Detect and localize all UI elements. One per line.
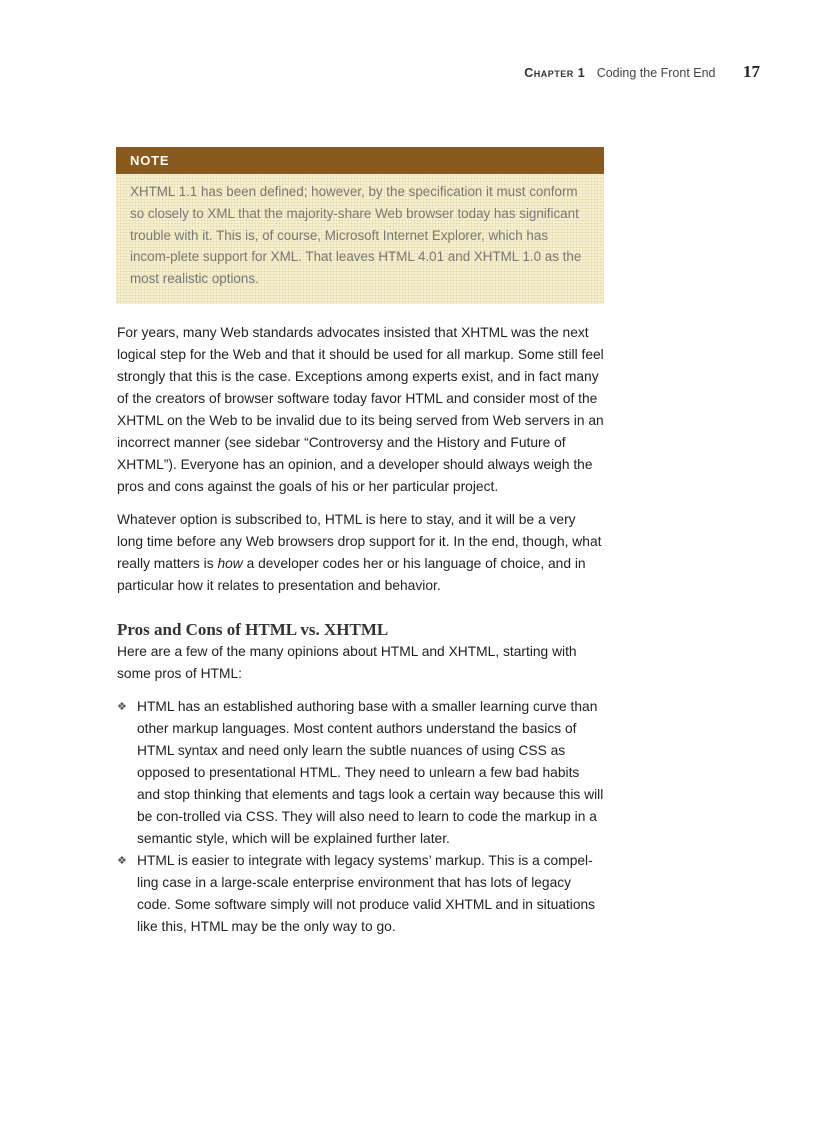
list-item: [117, 696, 605, 850]
note-body: XHTML 1.1 has been defined; however, by the specification it must conform so closely to XML that the majority-share Web browser today has significant trouble with it. This is, of course, Microsoft Internet Explorer, which has incom-plete support for XML. That leaves HTML 4.01 and XHTML 1.0 as the most realistic options.: [116, 174, 604, 304]
paragraph-text: Whatever option is subscribed to, HTML is here to stay, and it will be a very long time before any Web browsers drop support for it. In the end, though, what really matters is: [117, 512, 602, 571]
paragraph-text: a developer codes her or his language of choice, and in particular how it relates to presentation and behavior.: [117, 556, 586, 593]
main-content: [117, 322, 605, 938]
running-header: [0, 62, 760, 82]
intro-paragraph: Here are a few of the many opinions about HTML and XHTML, starting with some pros of HTML:: [117, 644, 577, 681]
page-number: 17: [743, 62, 760, 81]
diamond-bullet-icon: ❖: [117, 854, 127, 867]
section-heading: Pros and Cons of HTML vs. XHTML: [117, 620, 389, 639]
emphasis-text: how: [217, 556, 243, 571]
note-box: [116, 147, 604, 304]
section-title: Coding the Front End: [596, 66, 716, 80]
note-title: NOTE: [116, 147, 604, 174]
list-item: [117, 850, 605, 938]
diamond-bullet-icon: ❖: [117, 700, 127, 713]
list-item-text: HTML has an established authoring base with a smaller learning curve than other markup languages. Most content authors understand the basics of HTML syntax and need only learn the subtle nuances of using CSS as opposed to presentational HTML. They need to unlearn a few bad habits and stop thinking that elements and tags look a certain way because this will be con-trolled via CSS. They will also need to learn to code the markup in a semantic style, which will be explained further later.: [137, 699, 604, 846]
chapter-label: Chapter 1: [524, 66, 586, 80]
list-item-text: HTML is easier to integrate with legacy systems’ markup. This is a compel-ling case in a large-scale enterprise environment that has lots of legacy code. Some software simply will not produce valid XHTML and in situations like this, HTML may be the only way to go.: [137, 853, 596, 934]
bullet-list: [117, 696, 605, 938]
paragraph: [117, 509, 605, 597]
paragraph: For years, many Web standards advocates insisted that XHTML was the next logical step for the Web and that it should be used for all markup. Some still feel strongly that this is the case. Exceptions among experts exist, and in fact many of the creators of browser software today favor HTML and consider most of the XHTML on the Web to be invalid due to its being served from Web servers in an incorrect manner (see sidebar “Controversy and the History and Future of XHTML”). Everyone has an opinion, and a developer should always weigh the pros and cons against the goals of his or her particular project.: [117, 325, 604, 494]
